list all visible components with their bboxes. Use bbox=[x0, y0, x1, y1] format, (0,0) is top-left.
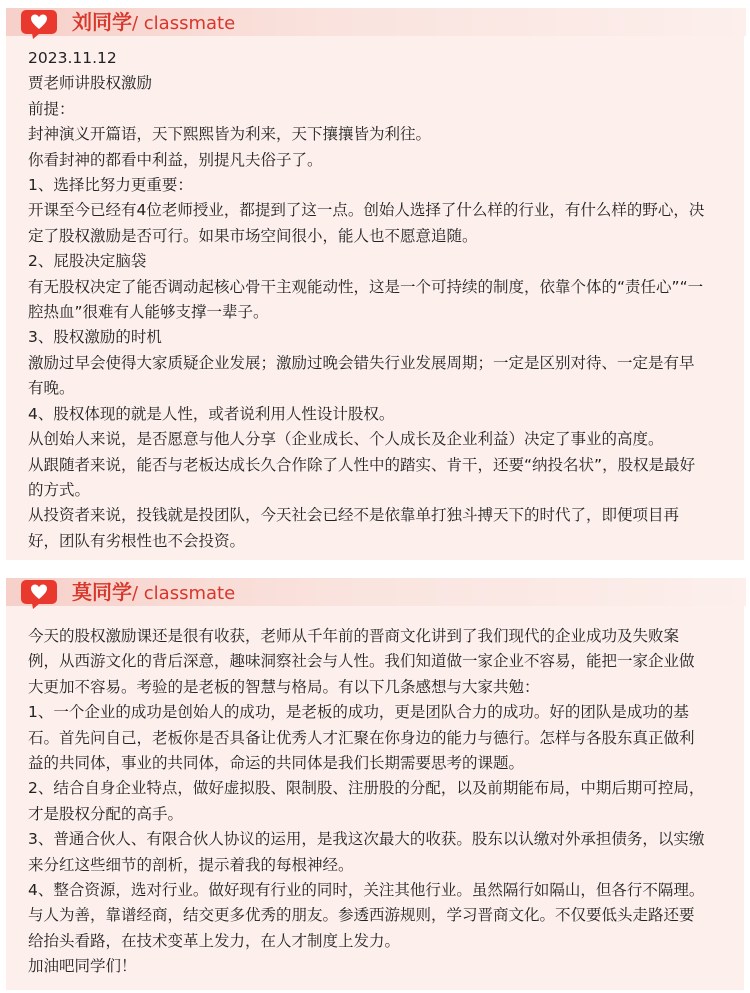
speech-heart-icon bbox=[20, 9, 58, 39]
author-name-text: 莫同学 bbox=[72, 580, 132, 604]
comment-line: 例，从西游文化的背后深意，趣味洞察社会与人性。我们知道做一家企业不容易，能把一家企业做 bbox=[28, 652, 695, 671]
comment-line: 1、一个企业的成功是创始人的成功，是老板的成功，更是团队合力的成功。好的团队是成功的基 bbox=[28, 703, 689, 722]
comment-line: 大更加不容易。考验的是老板的智慧与格局。有以下几条感想与大家共勉： bbox=[28, 677, 540, 696]
comment-line: 给抬头看路，在技术变革上发力，在人才制度上发力。 bbox=[28, 931, 401, 950]
author-tab bbox=[6, 8, 746, 36]
comment-line: 有晚。 bbox=[28, 379, 75, 398]
comment-card bbox=[6, 578, 744, 990]
comment-line: 3、普通合伙人、有限合伙人协议的运用，是我这次最大的收获。股东以认缴对外承担债务，以实缴 bbox=[28, 830, 705, 849]
author-name bbox=[72, 580, 235, 606]
comment-line: 2、结合自身企业特点，做好虚拟股、限制股、注册股的分配，以及前期能布局，中期后期可控局， bbox=[28, 779, 705, 798]
comment-line: 你看封神的都看中利益，别提凡夫俗子了。 bbox=[28, 150, 323, 169]
comment-line: 1、选择比努力更重要： bbox=[28, 176, 193, 195]
author-name bbox=[72, 10, 235, 36]
comment-line: 今天的股权激励课还是很有收获，老师从千年前的晋商文化讲到了我们现代的企业成功及失败案 bbox=[28, 627, 680, 645]
comment-line: 从跟随者来说，能否与老板达成长久合作除了人性中的踏实、肯干，还要“纳投名状”，股权是最好 bbox=[28, 455, 696, 474]
comment-line: 好，团队有劣根性也不会投资。 bbox=[28, 531, 246, 550]
comment-line: 定了股权激励是否可行。如果市场空间很小，能人也不愿意追随。 bbox=[28, 226, 478, 245]
comment-line: 腔热血”很难有人能够支撑一辈子。 bbox=[28, 303, 269, 322]
comment-body bbox=[28, 46, 732, 554]
comment-line: 从创始人来说，是否愿意与他人分享（企业成长、个人成长及企业利益）决定了事业的高度。 bbox=[28, 430, 664, 449]
author-tab bbox=[6, 578, 746, 606]
comment-line: 加油吧同学们！ bbox=[28, 957, 137, 976]
speech-heart-icon bbox=[20, 579, 58, 609]
comment-card bbox=[6, 8, 744, 560]
comment-line: 的方式。 bbox=[28, 480, 91, 499]
comment-line: 2、屁股决定脑袋 bbox=[28, 252, 147, 271]
comment-line: 才是股权分配的高手。 bbox=[28, 804, 184, 823]
author-role: / classmate bbox=[132, 583, 236, 604]
comment-line: 封神演义开篇语，天下熙熙皆为利来，天下攘攘皆为利往。 bbox=[28, 125, 432, 144]
comment-line: 4、整合资源，选对行业。做好现有行业的同时，关注其他行业。虽然隔行如隔山，但各行不隔理。 bbox=[28, 881, 705, 900]
comment-line: 从投资者来说，投钱就是投团队，今天社会已经不是依靠单打独斗搏天下的时代了，即便项目再 bbox=[28, 506, 680, 525]
comment-line: 石。首先问自己，老板你是否具备让优秀人才汇聚在你身边的能力与德行。怎样与各股东真正做利 bbox=[28, 728, 695, 747]
comment-line: 前提： bbox=[28, 99, 75, 118]
comment-line: 来分红这些细节的剖析，提示着我的每根神经。 bbox=[28, 855, 354, 874]
comment-body bbox=[28, 624, 732, 980]
comment-line: 益的共同体，事业的共同体，命运的共同体是我们长期需要思考的课题。 bbox=[28, 754, 525, 773]
comment-line: 与人为善，靠谱经商，结交更多优秀的朋友。参透西游规则，学习晋商文化。不仅要低头走路还要 bbox=[28, 906, 695, 925]
comment-line: 开课至今已经有4位老师授业，都提到了这一点。创始人选择了什么样的行业，有什么样的野心，决 bbox=[28, 201, 705, 220]
comment-line: 激励过早会使得大家质疑企业发展；激励过晚会错失行业发展周期；一定是区别对待、一定是有早 bbox=[28, 353, 695, 372]
comment-line: 4、股权体现的就是人性，或者说利用人性设计股权。 bbox=[28, 404, 395, 423]
author-role: / classmate bbox=[132, 13, 236, 34]
comment-line: 3、股权激励的时机 bbox=[28, 328, 162, 347]
author-name-text: 刘同学 bbox=[72, 10, 132, 34]
comment-line: 2023.11.12 bbox=[28, 49, 117, 67]
comment-line: 贾老师讲股权激励 bbox=[28, 74, 153, 93]
comment-line: 有无股权决定了能否调动起核心骨干主观能动性，这是一个可持续的制度，依靠个体的“责任心”“一 bbox=[28, 277, 704, 296]
